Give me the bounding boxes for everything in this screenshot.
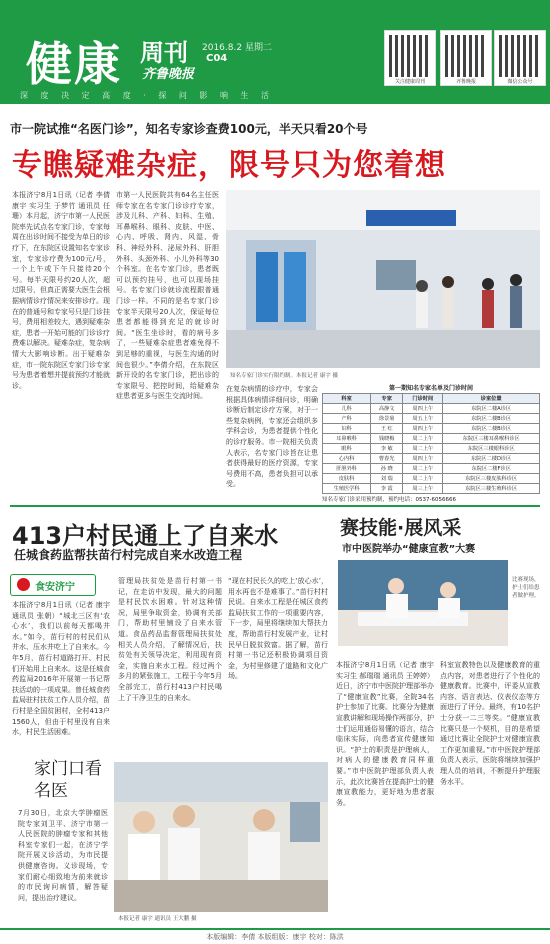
nursing-photo-art [338, 560, 508, 646]
qr-code-icon [384, 30, 436, 86]
table-cell: 东院区三楼耳鼻喉科诊区 [443, 434, 540, 444]
table-row [323, 444, 540, 454]
table-cell: 李 霞 [371, 484, 403, 494]
table-cell: 东院区二楼A诊区 [443, 404, 540, 414]
table-cell: 钱晓梅 [371, 434, 403, 444]
story3-column-2: 科室宣教特色以及健康教育的重点内容，对患者进行了个性化的健康教育。比赛中，评委从宣教内容、语言表达、仪表仪态等方面进行了评分。最终，有10名护士分获一二三等奖。“健康宣教比赛只是一个契机，目的是希望通过比赛让全院护士对健康宣教工作更加重视。”市中医院护理部负责人表示，医院将继续加强护理人员的培训，不断提升护理服务水平。 [440, 661, 540, 786]
schedule-table [322, 393, 540, 494]
table-cell: 徐景菊 [371, 414, 403, 424]
table-header-cell: 科室 [323, 394, 371, 404]
story2-headline: 413户村民通上了自来水 [12, 522, 279, 550]
qr-label: 关注健康周刊 [394, 79, 425, 85]
table-cell: 周二上午 [403, 464, 443, 474]
story1-column-3: 在复杂病情的诊疗中，专家会根据具体病情详细问诊，明确诊断后制定诊疗方案，对于一些复杂病例，专家还会组织多学科会诊，为患者提供个性化的诊疗服务。市一院相关负责人表示，名专家门诊旨在让患者获得最好的医疗资源，专家号费用不高，患者负担可以承受。 [226, 385, 318, 489]
story2-column-1: 本报济宁8月1日讯（记者 康宇 通讯员 张朝）“城北三区有‘农心水’，我们以前每天都喝井水。”如今，苗行村的村民们从井水、压水井吃上了自来水。今年5月，苗行村道路打开、村民们开始用上自来水。这是任城食药监局2016年开展第一书记帮扶活动的一项成果。曾任城食药监局驻村扶贫工作人员介绍，苗行村是全国贫困村，全村413户1560人，但由于村里没有自来水，村民生活困难。 [12, 601, 110, 737]
free-clinic-photo-art [114, 762, 328, 912]
masthead-slogan: 深 度 决 定 高 度 · 探 问 影 响 生 活 [20, 91, 275, 100]
table-cell: 心内科 [323, 454, 371, 464]
table-row [323, 484, 540, 494]
story2-column-3: “现在村民长久的吃上‘放心水’，用水再也不是难事了。”苗行村村民说。自来水工程是任城区食药监局扶贫工作的一项重要内容，下一步，局里将继续加大帮扶力度，帮助苗行村发展产业，让村民早日脱贫致富。据了解，苗行村第一书记还积极协调项目资金，为村里修建了道路和文化广场。 [228, 577, 328, 681]
story1-headline: 专瞧疑难杂症，限号只为您着想 [12, 148, 446, 183]
table-header-row [323, 394, 540, 404]
table-cell: 肝胆外科 [323, 464, 371, 474]
table-cell: 李 敏 [371, 444, 403, 454]
table-cell: 周四上午 [403, 424, 443, 434]
table-cell: 孙 晓 [371, 464, 403, 474]
table-cell: 周四上午 [403, 454, 443, 464]
table-cell: 周二上午 [403, 434, 443, 444]
masthead-weekly: 周刊 [140, 39, 188, 67]
table-cell: 东院区二楼B诊区 [443, 424, 540, 434]
table-row [323, 434, 540, 444]
qr-code-icon [494, 30, 546, 86]
clinic-photo [226, 190, 540, 368]
nursing-photo-caption: 比赛现场，护士们给患者做护理。 [512, 577, 540, 599]
table-cell: 耳鼻喉科 [323, 434, 371, 444]
food-safety-badge [10, 574, 96, 596]
table-note: 知名专家门诊采用预约制，预约电话：0537-6056666 [322, 497, 456, 503]
clinic-photo-art [226, 190, 540, 368]
table-row [323, 464, 540, 474]
table-header-cell: 诊室位置 [443, 394, 540, 404]
story3-column-1: 本报济宁8月1日讯（记者 康宇 实习生 郝瑞瑞 通讯员 王婷婷）近日，济宁市中医院护理部举办了“健康宣教”比赛，全院34名护士参加了比赛。比赛分为健康宣教讲解和现场操作两部分，护士们运用通俗易懂的语言，结合临床实际，向患者宣传健康知识。“护士的职责是护理病人，对病人的健康教育同样重要。”市中医院护理部负责人表示，此次比赛旨在提高护士的健康宣教能力，更好地为患者服务。 [336, 661, 434, 807]
clinic-photo-caption: 知名专家门诊实行限约制。本报记者 康宇 摄 [230, 373, 338, 379]
expert-schedule-table [322, 383, 540, 503]
table-title: 第一期知名专家名单及门诊时间 [388, 385, 473, 392]
table-row [323, 414, 540, 424]
table-cell: 东院区三楼眼科诊区 [443, 444, 540, 454]
table-cell: 王 红 [371, 424, 403, 434]
table-cell: 高静文 [371, 404, 403, 414]
masthead-title: 健康 [26, 37, 122, 91]
table-cell: 生殖医学科 [323, 484, 371, 494]
page-footer: 本版编辑：李倩 本版组版：康宇 校对：陈洪 [0, 928, 550, 944]
story3-headline: 赛技能·展风采 [340, 517, 462, 539]
table-cell: 东院区二楼B诊区 [443, 414, 540, 424]
table-cell: 东院区二楼F诊区 [443, 464, 540, 474]
table-row [323, 474, 540, 484]
table-row [323, 454, 540, 464]
table-cell: 东院区三楼生殖科诊区 [443, 484, 540, 494]
table-cell: 产科 [323, 414, 371, 424]
story2-subhead: 任城食药监帮扶苗行村完成自来水改造工程 [14, 548, 243, 562]
badge-logo-icon [17, 578, 30, 591]
story3-subhead: 市中医院举办“健康宣教”大赛 [342, 544, 476, 555]
page-number: C04 [206, 53, 228, 64]
story2-column-2: 管理局扶贫处是苗行村第一书记，在走访中发现，最大的问题是村民饮水困难。针对这种情况，局里争取资金，协调有关部门，帮助村里铺设了自来水管道。食品药品监督管理局扶贫处相关人员介绍，了解情况后，扶贫处有关领导决定，利用现有资金，实施自来水工程。经过两个多月的紧张施工，工程于今年5月全部完工，苗行村413户村民喝上了干净卫生的自来水。 [118, 577, 222, 702]
free-clinic-photo [114, 762, 328, 912]
table-cell: 东院区二楼D诊区 [443, 454, 540, 464]
qr-label: 齐鲁晚报 [455, 79, 476, 85]
section-divider [10, 505, 540, 507]
issue-date: 2016.8.2 星期二 [202, 43, 272, 53]
table-cell: 刘 瑞 [371, 474, 403, 484]
table-cell: 曹春光 [371, 454, 403, 464]
story1-column-1: 本报济宁8月1日讯（记者 李倩 康宇 实习生 于梦竹 通讯员 任珊）本月起，济宁市第一人民医院率先试点名专家门诊，专家每周在出诊时间不接受为单日的诊疗下，在东院区设置知名专家诊室，专家诊疗费为100元/号，一个上午或下午只接待20个号。每半天限号约20人次，超过限号，但真正需要大医生会根据病情诊疗情况来安排诊疗。现在的普通号和专家号只是门诊挂号，费用相差较大，遇到疑难杂症，患者一开始可能的门诊诊疗费难以解决。疑难杂症，复杂病情大大影响诊断。出于疑难杂症，市一院东院区专家门诊专家号为患者着想并提前预约才能就诊。 [12, 191, 110, 390]
story4-text: 7月30日，北京大学肿瘤医院专家刘卫平、济宁市第一人民医院的肿瘤专家和其他科室专家们一起，在济宁学院开展义诊活动，为市民提供健康咨询。义诊现场，专家们耐心细致地为前来就诊的市民询问病情，解答疑问，提出治疗建议。 [18, 809, 108, 902]
table-cell: 周四上午 [403, 404, 443, 414]
story1-kicker: 市一院试推“名医门诊”，知名专家诊查费100元，半天只看20个号 [10, 122, 368, 136]
badge-label: 食安济宁 [35, 582, 75, 593]
table-cell: 妇科 [323, 424, 371, 434]
table-header-cell: 门诊时间 [403, 394, 443, 404]
table-row [323, 424, 540, 434]
table-header-cell: 专家 [371, 394, 403, 404]
table-cell: 儿科 [323, 404, 371, 414]
table-cell: 周二上午 [403, 444, 443, 454]
story1-column-2: 市第一人民医院共有64名主任医师专家在名专家门诊诊疗专家，涉及儿科、产科、妇科、生殖、耳鼻喉科、眼科、皮肤、中医、心内、呼吸、肾内、风湿、骨科、神经外科、泌尿外科、肝胆外科、头颈外科、小儿外科等30个科室。在名专家门诊，患者既可以预约挂号，也可以现场挂号。名专家门诊就诊流程跟普通门诊一样。不同的是名专家门诊专家半天限号20人次，保证每位患者都能得到充足的就诊时间。“医生坐诊时，看的病号多了，一些疑难杂症患者难免得不到足够的重视，与医生沟通的时间也很少。”李倩介绍，在东院区新开设的名专家门诊，把出诊的专家限号、把控时间，给疑难杂症患者更多与医生交流时间。 [116, 191, 219, 401]
table-cell: 周三上午 [403, 484, 443, 494]
qr-label: 微信公众号 [507, 79, 533, 85]
story4-headline: 家门口看名医 [34, 759, 102, 801]
table-cell: 皮肤科 [323, 474, 371, 484]
nursing-contest-photo [338, 560, 508, 646]
table-cell: 周五上午 [403, 414, 443, 424]
free-clinic-byline: 本报记者 康宇 通讯员 王大鹏 摄 [118, 916, 197, 922]
masthead-paper-name: 齐鲁晚报 [142, 67, 195, 82]
table-row [323, 404, 540, 414]
table-cell: 眼科 [323, 444, 371, 454]
table-cell: 周二上午 [403, 474, 443, 484]
table-cell: 东院区三楼皮肤科诊区 [443, 474, 540, 484]
qr-code-icon [440, 30, 492, 86]
